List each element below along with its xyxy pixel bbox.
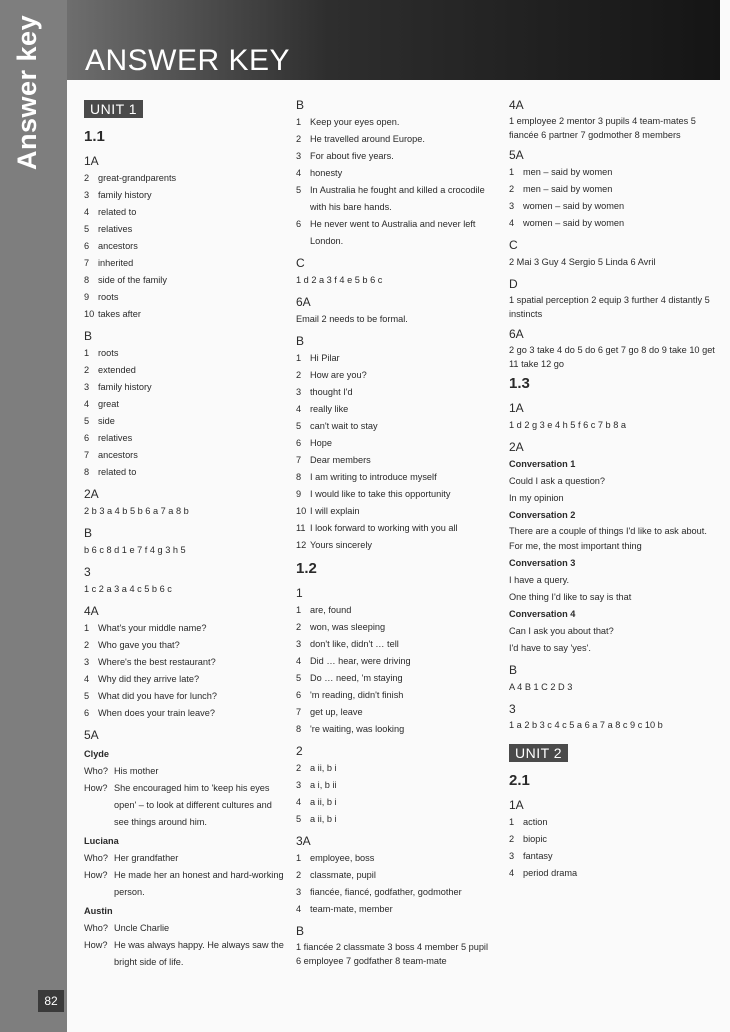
answer-line: I'd have to say 'yes'. [509, 643, 591, 653]
item-text: family history [98, 382, 152, 392]
answer-line: 1 fiancée 2 classmate 3 boss 4 member 5 pupil 6 employee 7 godfather 8 team-mate [296, 942, 489, 966]
dialogue-q: How? [84, 940, 108, 950]
dialogue-row [84, 920, 284, 937]
answer-item [84, 306, 284, 323]
item-text: are, found [310, 605, 352, 615]
answer-line: For me, the most important thing [509, 541, 642, 551]
answer-item [84, 379, 284, 396]
item-number: 5 [296, 673, 302, 683]
answer-item [296, 367, 494, 384]
answer-item [296, 537, 494, 554]
exercise-label: B [296, 98, 305, 112]
item-text: I will explain [310, 506, 360, 516]
item-text: side of the family [98, 275, 167, 285]
exercise-label: B [296, 334, 305, 348]
answer-item [84, 272, 284, 289]
item-number: 3 [84, 190, 90, 200]
answer-item [296, 704, 494, 721]
answer-item [84, 654, 284, 671]
item-text: thought I'd [310, 387, 353, 397]
column-1 [84, 100, 284, 971]
item-text: honesty [310, 168, 343, 178]
item-number: 1 [84, 623, 90, 633]
item-number: 2 [296, 622, 302, 632]
item-number: 3 [296, 151, 302, 161]
answer-item [296, 452, 494, 469]
answer-item [84, 637, 284, 654]
answer-item [509, 181, 719, 198]
item-text: How are you? [310, 370, 367, 380]
answer-line: 1 a 2 b 3 c 4 c 5 a 6 a 7 a 8 c 9 c 10 b [509, 720, 663, 730]
answer-item [84, 170, 284, 187]
item-text: Dear members [310, 455, 371, 465]
exercise-label: 4A [509, 98, 524, 112]
answer-item [84, 396, 284, 413]
item-number: 2 [296, 134, 302, 144]
item-text: 're waiting, was looking [310, 724, 405, 734]
item-text: side [98, 416, 115, 426]
exercise-label: B [84, 329, 93, 343]
item-text: Why did they arrive late? [98, 674, 200, 684]
answer-item [296, 794, 494, 811]
item-number: 1 [296, 353, 302, 363]
exercise-label: C [296, 256, 305, 270]
answer-item [296, 216, 494, 250]
exercise-label: 4A [84, 604, 99, 618]
item-text: a i, b ii [310, 780, 337, 790]
item-number: 3 [296, 887, 302, 897]
item-text: roots [98, 292, 119, 302]
item-text: relatives [98, 433, 133, 443]
dialogue-row [84, 937, 284, 971]
item-text: really like [310, 404, 349, 414]
exercise-list [296, 602, 494, 738]
answer-item [296, 469, 494, 486]
exercise-label: 6A [296, 295, 311, 309]
dialogue-q: Who? [84, 853, 109, 863]
answer-item [296, 520, 494, 537]
answer-item [296, 165, 494, 182]
item-text: Yours sincerely [310, 540, 372, 550]
exercise-list [84, 170, 284, 323]
item-text: Do … need, 'm staying [310, 673, 403, 683]
item-text: I am writing to introduce myself [310, 472, 437, 482]
item-number: 5 [84, 691, 90, 701]
item-text: Hope [310, 438, 332, 448]
item-number: 1 [509, 817, 515, 827]
item-text: a ii, b i [310, 814, 337, 824]
answer-item [84, 238, 284, 255]
item-number: 2 [296, 763, 302, 773]
answer-item [509, 848, 719, 865]
conversation-heading: Conversation 2 [509, 510, 576, 520]
item-text: He never went to Australia and never left London. [310, 219, 476, 246]
item-text: fiancée, fiancé, godfather, godmother [310, 887, 462, 897]
item-text: ancestors [98, 450, 138, 460]
answer-item [509, 215, 719, 232]
answer-item [509, 814, 719, 831]
item-number: 4 [296, 656, 302, 666]
conversation-heading: Conversation 3 [509, 558, 576, 568]
answer-item [509, 831, 719, 848]
item-text: period drama [523, 868, 578, 878]
answer-line: 1 d 2 a 3 f 4 e 5 b 6 c [296, 275, 383, 285]
item-text: classmate, pupil [310, 870, 376, 880]
answer-line: 1 spatial perception 2 equip 3 further 4 distantly 5 instincts [509, 295, 710, 319]
item-number: 5 [84, 416, 90, 426]
item-text: relatives [98, 224, 133, 234]
dialogue-row [84, 780, 284, 831]
item-text: Keep your eyes open. [310, 117, 400, 127]
item-text: get up, leave [310, 707, 363, 717]
answer-item [84, 464, 284, 481]
item-number: 4 [296, 404, 302, 414]
item-number: 1 [296, 117, 302, 127]
item-text: What's your middle name? [98, 623, 207, 633]
item-number: 8 [296, 472, 302, 482]
item-text: I look forward to working with you all [310, 523, 458, 533]
answer-line: A 4 B 1 C 2 D 3 [509, 682, 573, 692]
answer-item [296, 636, 494, 653]
answer-item [296, 850, 494, 867]
exercise-list [296, 760, 494, 828]
exercise-list [509, 164, 719, 232]
answer-item [84, 413, 284, 430]
answer-line: 1 d 2 g 3 e 4 h 5 f 6 c 7 b 8 a [509, 420, 626, 430]
answer-item [84, 447, 284, 464]
item-text: roots [98, 348, 119, 358]
item-number: 2 [84, 173, 90, 183]
column-3 [509, 96, 719, 882]
item-number: 10 [296, 506, 307, 516]
answer-item [84, 221, 284, 238]
conversation-heading: Conversation 4 [509, 609, 576, 619]
unit-1-badge: UNIT 1 [84, 100, 143, 118]
dialogue-row [84, 850, 284, 867]
item-text: a ii, b i [310, 763, 337, 773]
answer-line: 1 employee 2 mentor 3 pupils 4 team-mates 5 fiancée 6 partner 7 godmother 8 members [509, 116, 696, 140]
item-text: takes after [98, 309, 141, 319]
item-number: 5 [296, 185, 302, 195]
item-number: 2 [296, 370, 302, 380]
item-number: 5 [296, 814, 302, 824]
exercise-label: B [84, 526, 93, 540]
item-number: 3 [509, 201, 515, 211]
item-text: women – said by women [523, 218, 625, 228]
dialogue-q: How? [84, 870, 108, 880]
item-number: 3 [84, 382, 90, 392]
answer-item [296, 148, 494, 165]
exercise-label: 2A [84, 487, 99, 501]
answer-item [296, 760, 494, 777]
answer-item [296, 884, 494, 901]
dialogue-q: Who? [84, 923, 109, 933]
exercise-label: 1A [509, 401, 524, 415]
item-text: inherited [98, 258, 134, 268]
sidebar [0, 0, 67, 1032]
item-text: related to [98, 207, 137, 217]
item-number: 2 [84, 365, 90, 375]
exercise-label: 5A [509, 148, 524, 162]
item-text: ancestors [98, 241, 138, 251]
exercise-label: 5A [84, 728, 99, 742]
item-text: don't like, didn't … tell [310, 639, 399, 649]
item-text: team-mate, member [310, 904, 393, 914]
exercise-label: 6A [509, 327, 524, 341]
item-text: Where's the best restaurant? [98, 657, 216, 667]
exercise-label: 2 [296, 744, 303, 758]
answer-line: Can I ask you about that? [509, 626, 614, 636]
answer-item [84, 620, 284, 637]
section-1-2: 1.2 [296, 560, 317, 577]
item-text: great [98, 399, 119, 409]
item-number: 10 [84, 309, 95, 319]
answer-item [296, 401, 494, 418]
item-number: 6 [84, 241, 90, 251]
answer-item [296, 435, 494, 452]
item-text: Who gave you that? [98, 640, 180, 650]
section-1-3: 1.3 [509, 375, 530, 392]
item-number: 4 [509, 218, 515, 228]
answer-item [84, 345, 284, 362]
dialogue-q: Who? [84, 766, 109, 776]
answer-item [509, 164, 719, 181]
answer-item [296, 114, 494, 131]
item-text: In Australia he fought and killed a crocodile with his bare hands. [310, 185, 485, 212]
page-header [67, 0, 720, 80]
item-number: 5 [84, 224, 90, 234]
answer-item [296, 486, 494, 503]
item-text: I would like to take this opportunity [310, 489, 451, 499]
sidebar-title: Answer key [12, 14, 42, 170]
item-text: Did … hear, were driving [310, 656, 411, 666]
item-text: employee, boss [310, 853, 375, 863]
answer-item [509, 865, 719, 882]
item-text: related to [98, 467, 137, 477]
answer-line: Could I ask a question? [509, 476, 606, 486]
answer-item [84, 187, 284, 204]
item-text: Hi Pilar [310, 353, 340, 363]
item-text: men – said by women [523, 167, 613, 177]
exercise-list [84, 345, 284, 481]
answer-item [296, 721, 494, 738]
answer-item [296, 602, 494, 619]
item-number: 3 [296, 639, 302, 649]
answer-item [296, 777, 494, 794]
exercise-label: 3 [84, 565, 91, 579]
speaker-name: Austin [84, 906, 113, 916]
item-number: 3 [84, 657, 90, 667]
answer-line: 2 go 3 take 4 do 5 do 6 get 7 go 8 do 9 take 10 get 11 take 12 go [509, 345, 715, 369]
dialogue-row [84, 763, 284, 780]
answer-item [296, 350, 494, 367]
item-number: 1 [509, 167, 515, 177]
item-number: 1 [296, 605, 302, 615]
exercise-label: B [509, 663, 518, 677]
page-number: 82 [38, 990, 64, 1012]
answer-line: 2 Mai 3 Guy 4 Sergio 5 Linda 6 Avril [509, 257, 656, 267]
answer-line: One thing I'd like to say is that [509, 592, 632, 602]
item-number: 4 [84, 207, 90, 217]
exercise-list [296, 350, 494, 554]
item-number: 3 [509, 851, 515, 861]
exercise-list [509, 814, 719, 882]
speaker-name: Clyde [84, 749, 110, 759]
dialogue-row [84, 867, 284, 901]
item-number: 12 [296, 540, 307, 550]
item-number: 1 [296, 853, 302, 863]
item-text: 'm reading, didn't finish [310, 690, 404, 700]
answer-item [296, 867, 494, 884]
item-text: a ii, b i [310, 797, 337, 807]
item-number: 7 [84, 450, 90, 460]
exercise-label: 1 [296, 586, 303, 600]
item-number: 4 [296, 168, 302, 178]
dialogue-a: She encouraged him to 'keep his eyes open' – to look at different cultures and see things around him. [114, 783, 272, 827]
item-text: What did you have for lunch? [98, 691, 217, 701]
column-2 [296, 96, 494, 968]
answer-item [296, 503, 494, 520]
item-number: 2 [296, 870, 302, 880]
section-1-1: 1.1 [84, 128, 105, 145]
answer-line: I have a query. [509, 575, 570, 585]
page-title: ANSWER KEY [85, 44, 291, 77]
speaker-name: Luciana [84, 836, 119, 846]
answer-item [296, 811, 494, 828]
answer-item [84, 362, 284, 379]
item-number: 8 [84, 275, 90, 285]
exercise-label: 1A [84, 154, 99, 168]
answer-line: There are a couple of things I'd like to ask about. [509, 526, 707, 536]
answer-item [296, 687, 494, 704]
item-number: 8 [296, 724, 302, 734]
item-number: 5 [296, 421, 302, 431]
item-text: When does your train leave? [98, 708, 215, 718]
answer-item [84, 430, 284, 447]
item-number: 4 [296, 797, 302, 807]
answer-item [84, 289, 284, 306]
exercise-label: 1A [509, 798, 524, 812]
answer-item [296, 131, 494, 148]
item-number: 6 [296, 690, 302, 700]
dialogue-a: He was always happy. He always saw the bright side of life. [114, 940, 284, 967]
item-number: 4 [84, 399, 90, 409]
item-number: 2 [84, 640, 90, 650]
answer-item [509, 198, 719, 215]
section-2-1: 2.1 [509, 772, 530, 789]
exercise-label: 3A [296, 834, 311, 848]
item-number: 4 [84, 674, 90, 684]
item-text: won, was sleeping [310, 622, 386, 632]
item-number: 4 [509, 868, 515, 878]
answer-item [296, 901, 494, 918]
item-number: 6 [84, 708, 90, 718]
answer-line: 1 c 2 a 3 a 4 c 5 b 6 c [84, 584, 172, 594]
answer-item [296, 653, 494, 670]
item-number: 1 [84, 348, 90, 358]
answer-item [296, 418, 494, 435]
item-number: 7 [84, 258, 90, 268]
exercise-label: B [296, 924, 305, 938]
answer-line: b 6 c 8 d 1 e 7 f 4 g 3 h 5 [84, 545, 186, 555]
item-text: He travelled around Europe. [310, 134, 425, 144]
item-text: For about five years. [310, 151, 394, 161]
answer-line: 2 b 3 a 4 b 5 b 6 a 7 a 8 b [84, 506, 189, 516]
answer-item [84, 705, 284, 722]
item-number: 4 [296, 904, 302, 914]
exercise-list [296, 850, 494, 918]
exercise-label: 2A [509, 440, 524, 454]
dialogue-a: He made her an honest and hard-working person. [114, 870, 284, 897]
dialogue-a: His mother [114, 766, 159, 776]
answer-line: Email 2 needs to be formal. [296, 314, 408, 324]
item-text: men – said by women [523, 184, 613, 194]
exercise-label: 3 [509, 702, 516, 716]
item-number: 6 [296, 219, 302, 229]
answer-line: In my opinion [509, 493, 564, 503]
item-number: 7 [296, 707, 302, 717]
item-number: 11 [296, 523, 306, 533]
answer-item [84, 204, 284, 221]
item-number: 2 [509, 834, 515, 844]
answer-item [296, 670, 494, 687]
unit-2-badge: UNIT 2 [509, 744, 568, 762]
answer-item [296, 619, 494, 636]
item-number: 6 [84, 433, 90, 443]
item-number: 3 [296, 780, 302, 790]
dialogue-a: Her grandfather [114, 853, 179, 863]
dialogue-q: How? [84, 783, 108, 793]
answer-item [84, 671, 284, 688]
item-text: fantasy [523, 851, 553, 861]
answer-item [84, 688, 284, 705]
item-number: 2 [509, 184, 515, 194]
item-number: 9 [84, 292, 90, 302]
exercise-list [84, 620, 284, 722]
item-number: 9 [296, 489, 302, 499]
item-number: 8 [84, 467, 90, 477]
answer-item [84, 255, 284, 272]
exercise-list [296, 114, 494, 250]
conversation-heading: Conversation 1 [509, 459, 576, 469]
item-number: 7 [296, 455, 302, 465]
item-number: 3 [296, 387, 302, 397]
item-text: great-grandparents [98, 173, 177, 183]
item-number: 6 [296, 438, 302, 448]
dialogue-a: Uncle Charlie [114, 923, 170, 933]
item-text: biopic [523, 834, 548, 844]
item-text: action [523, 817, 548, 827]
item-text: can't wait to stay [310, 421, 378, 431]
item-text: extended [98, 365, 136, 375]
item-text: women – said by women [523, 201, 625, 211]
answer-item [296, 182, 494, 216]
answer-item [296, 384, 494, 401]
exercise-label: D [509, 277, 518, 291]
exercise-label: C [509, 238, 518, 252]
item-text: family history [98, 190, 152, 200]
